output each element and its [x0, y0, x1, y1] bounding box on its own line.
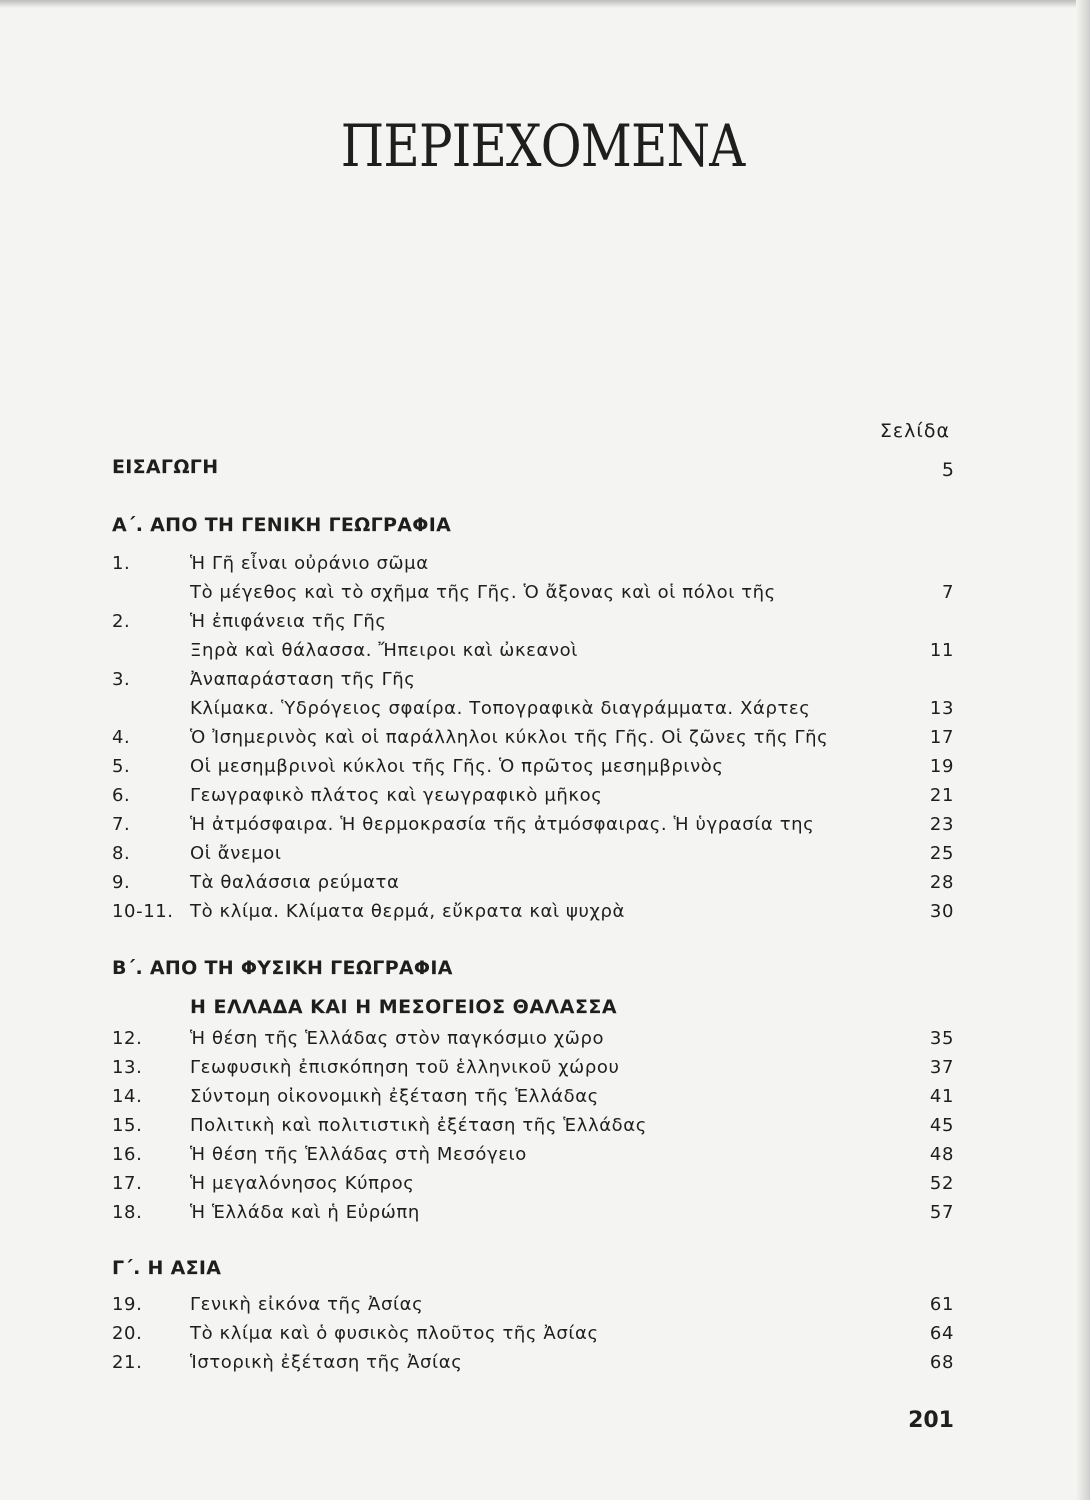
toc-number: 1.	[112, 553, 131, 574]
toc-page: 7	[941, 582, 954, 603]
toc-page: 21	[929, 785, 954, 806]
toc-number: 16.	[112, 1144, 143, 1165]
toc-text: Ἡ θέση τῆς Ἑλλάδας στὴ Μεσόγειο	[190, 1144, 527, 1165]
toc-number: 13.	[112, 1057, 143, 1078]
toc-number: 17.	[112, 1173, 143, 1194]
toc-number: 4.	[112, 727, 131, 748]
section-a-heading: Α΄. ΑΠΟ ΤΗ ΓΕΝΙΚΗ ΓΕΩΓΡΑΦΙΑ	[112, 514, 452, 536]
page-right-edge	[1076, 0, 1090, 1500]
toc-text: Τὸ μέγεθος καὶ τὸ σχῆμα τῆς Γῆς. Ὁ ἄξονας καὶ οἱ πόλοι τῆς	[190, 582, 776, 603]
toc-page: 68	[929, 1352, 954, 1373]
toc-number: 2.	[112, 611, 131, 632]
toc-number: 3.	[112, 669, 131, 690]
toc-number: 18.	[112, 1202, 143, 1223]
toc-row	[112, 1144, 954, 1170]
toc-page: 28	[929, 872, 954, 893]
toc-row	[112, 582, 954, 608]
toc-number: 9.	[112, 872, 131, 893]
toc-number: 15.	[112, 1115, 143, 1136]
toc-row	[112, 669, 954, 695]
toc-text: Ὁ Ἰσημερινὸς καὶ οἱ παράλληλοι κύκλοι τῆς Γῆς. Οἱ ζῶνες τῆς Γῆς	[190, 727, 829, 748]
toc-row	[112, 553, 954, 579]
toc-row	[112, 872, 954, 898]
toc-text: Ἀναπαράσταση τῆς Γῆς	[190, 669, 416, 690]
toc-row	[112, 640, 954, 666]
toc-number: 19.	[112, 1294, 143, 1315]
toc-text: Ἡ Ἑλλάδα καὶ ἡ Εὐρώπη	[190, 1202, 420, 1223]
toc-row	[112, 1323, 954, 1349]
page-column-label: Σελίδα	[879, 420, 950, 442]
toc-text: Σύντομη οἰκονομικὴ ἐξέταση τῆς Ἑλλάδας	[190, 1086, 599, 1107]
toc-text: Γεωφυσικὴ ἐπισκόπηση τοῦ ἑλληνικοῦ χώρου	[190, 1057, 620, 1078]
toc-row	[112, 1115, 954, 1141]
toc-number: 14.	[112, 1086, 143, 1107]
toc-row	[112, 611, 954, 637]
toc-row	[112, 1294, 954, 1320]
toc-page: 17	[929, 727, 954, 748]
toc-text: Ξηρὰ καὶ θάλασσα. Ἤπειροι καὶ ὠκεανοὶ	[190, 640, 578, 661]
toc-page: 61	[929, 1294, 954, 1315]
toc-number: 20.	[112, 1323, 143, 1344]
toc-row	[112, 1086, 954, 1112]
section-intro-page: 5	[941, 459, 954, 481]
toc-page: 64	[929, 1323, 954, 1344]
toc-number: 6.	[112, 785, 131, 806]
toc-text: Ἡ θέση τῆς Ἑλλάδας στὸν παγκόσμιο χῶρο	[190, 1028, 605, 1049]
section-b-subheading: Η ΕΛΛΑΔΑ ΚΑΙ Η ΜΕΣΟΓΕΙΟΣ ΘΑΛΑΣΣΑ	[190, 996, 618, 1018]
toc-page: 41	[929, 1086, 954, 1107]
toc-text: Γεωγραφικὸ πλάτος καὶ γεωγραφικὸ μῆκος	[190, 785, 603, 806]
toc-text: Τὸ κλίμα. Κλίματα θερμά, εὔκρατα καὶ ψυχρὰ	[190, 901, 625, 922]
toc-page: 25	[929, 843, 954, 864]
toc-row	[112, 1173, 954, 1199]
toc-page: 19	[929, 756, 954, 777]
toc-row	[112, 901, 954, 927]
toc-text: Τὰ θαλάσσια ρεύματα	[190, 872, 400, 893]
toc-page: 35	[929, 1028, 954, 1049]
toc-number: 5.	[112, 756, 131, 777]
section-c-heading: Γ΄. Η ΑΣΙΑ	[112, 1257, 222, 1279]
toc-row	[112, 756, 954, 782]
toc-text: Οἱ μεσημβρινοὶ κύκλοι τῆς Γῆς. Ὁ πρῶτος μεσημβρινὸς	[190, 756, 724, 777]
toc-number: 8.	[112, 843, 131, 864]
toc-text: Κλίμακα. Ὑδρόγειος σφαίρα. Τοπογραφικὰ διαγράμματα. Χάρτες	[190, 698, 811, 719]
toc-text: Ἡ ἐπιφάνεια τῆς Γῆς	[190, 611, 387, 632]
toc-text: Οἱ ἄνεμοι	[190, 843, 282, 864]
toc-text: Ἡ Γῆ εἶναι οὐράνιο σῶμα	[190, 553, 429, 574]
toc-row	[112, 698, 954, 724]
toc-text: Ἡ μεγαλόνησος Κύπρος	[190, 1173, 415, 1194]
toc-number: 21.	[112, 1352, 143, 1373]
toc-page: 45	[929, 1115, 954, 1136]
toc-page: 11	[929, 640, 954, 661]
toc-page: 48	[929, 1144, 954, 1165]
toc-row	[112, 1057, 954, 1083]
toc-number: 10-11.	[112, 901, 174, 922]
toc-page: 37	[929, 1057, 954, 1078]
toc-text: Πολιτικὴ καὶ πολιτιστικὴ ἐξέταση τῆς Ἑλλάδας	[190, 1115, 647, 1136]
section-intro-heading: ΕΙΣΑΓΩΓΗ	[112, 456, 219, 478]
toc-page: 57	[929, 1202, 954, 1223]
toc-row	[112, 814, 954, 840]
toc-text: Τὸ κλίμα καὶ ὁ φυσικὸς πλοῦτος τῆς Ἀσίας	[190, 1323, 599, 1344]
page-top-edge	[0, 0, 1090, 8]
toc-page: 13	[929, 698, 954, 719]
page-title: ΠΕΡΙΕΧΟΜΕΝΑ	[340, 112, 745, 180]
toc-text: Γενικὴ εἰκόνα τῆς Ἀσίας	[190, 1294, 424, 1315]
toc-row	[112, 1202, 954, 1228]
toc-page: 30	[929, 901, 954, 922]
section-b-heading: Β΄. ΑΠΟ ΤΗ ΦΥΣΙΚΗ ΓΕΩΓΡΑΦΙΑ	[112, 957, 453, 979]
toc-text: Ἱστορικὴ ἐξέταση τῆς Ἀσίας	[190, 1352, 463, 1373]
toc-page: 52	[929, 1173, 954, 1194]
toc-row	[112, 727, 954, 753]
toc-row	[112, 1028, 954, 1054]
toc-number: 7.	[112, 814, 131, 835]
toc-row	[112, 785, 954, 811]
footer-page-number: 201	[908, 1408, 954, 1433]
toc-row	[112, 1352, 954, 1378]
toc-number: 12.	[112, 1028, 143, 1049]
toc-row	[112, 843, 954, 869]
toc-page: 23	[929, 814, 954, 835]
toc-text: Ἡ ἀτμόσφαιρα. Ἡ θερμοκρασία τῆς ἀτμόσφαιρας. Ἡ ὑγρασία της	[190, 814, 815, 835]
